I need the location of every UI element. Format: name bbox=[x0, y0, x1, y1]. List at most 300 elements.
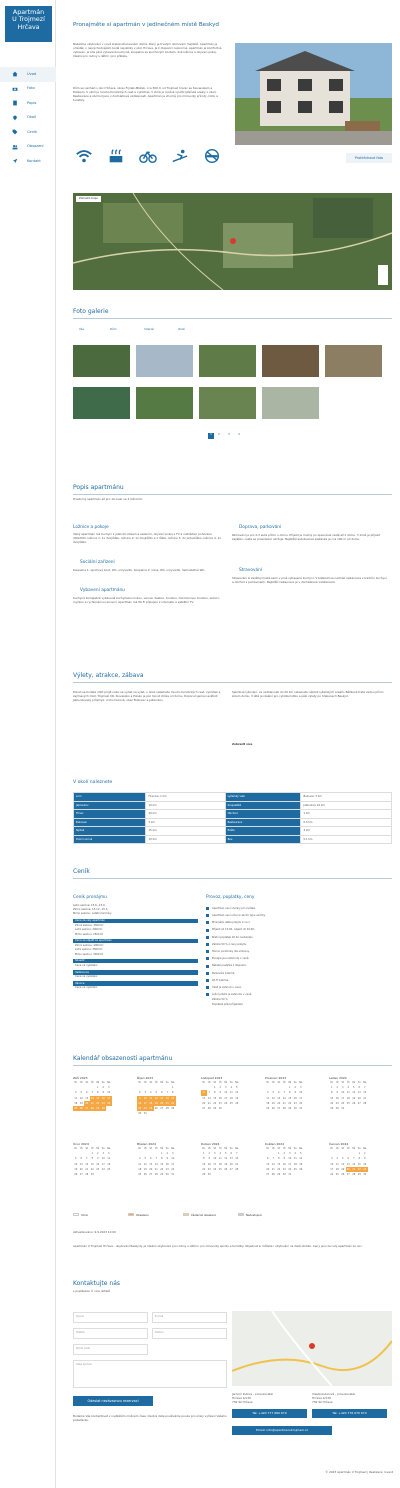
filter-surroundings[interactable]: Okolí bbox=[178, 327, 185, 331]
calendar-day[interactable]: 11 bbox=[74, 1096, 78, 1100]
calendar-day[interactable]: 9 bbox=[294, 1091, 297, 1095]
calendar-day[interactable]: 22 bbox=[330, 1101, 334, 1105]
calendar-day[interactable]: 30 bbox=[207, 1172, 211, 1176]
calendar-day[interactable]: 29 bbox=[277, 1172, 281, 1176]
calendar-day[interactable]: 9 bbox=[166, 1157, 169, 1161]
calendar-day[interactable]: 28 bbox=[165, 1106, 169, 1110]
filter-house[interactable]: Dům bbox=[110, 327, 117, 331]
calendar-day[interactable]: 11 bbox=[346, 1091, 350, 1095]
calendar-day[interactable]: 16 bbox=[293, 1096, 297, 1100]
view-photos-button[interactable] bbox=[346, 153, 392, 163]
calendar-day[interactable]: 31 bbox=[341, 1106, 345, 1110]
calendar-day[interactable]: 30 bbox=[218, 1106, 222, 1110]
calendar-day[interactable]: 5 bbox=[74, 1157, 77, 1161]
calendar-day[interactable]: 21 bbox=[90, 1101, 94, 1105]
calendar-day[interactable]: 9 bbox=[283, 1157, 286, 1161]
gallery-thumb[interactable] bbox=[136, 345, 193, 377]
calendar-day[interactable]: 26 bbox=[352, 1101, 356, 1105]
calendar-day[interactable]: 9 bbox=[336, 1091, 339, 1095]
calendar-day[interactable]: 10 bbox=[143, 1096, 147, 1100]
calendar-day[interactable]: 9 bbox=[96, 1157, 99, 1161]
calendar-day[interactable]: 24 bbox=[330, 1172, 334, 1176]
calendar-day[interactable]: 2 bbox=[166, 1152, 169, 1156]
calendar-day[interactable]: 6 bbox=[358, 1086, 361, 1090]
calendar-day[interactable]: 5 bbox=[224, 1152, 227, 1156]
calendar-day[interactable]: 11 bbox=[138, 1162, 142, 1166]
calendar-day[interactable]: 7 bbox=[166, 1091, 169, 1095]
calendar-day[interactable]: 19 bbox=[341, 1167, 345, 1171]
calendar-day[interactable]: 13 bbox=[346, 1162, 350, 1166]
calendar-day[interactable]: 28 bbox=[363, 1101, 367, 1105]
calendar-day[interactable]: 30 bbox=[165, 1172, 169, 1176]
calendar-day[interactable]: 29 bbox=[96, 1106, 100, 1110]
calendar-day[interactable]: 10 bbox=[330, 1162, 334, 1166]
calendar-day[interactable]: 29 bbox=[90, 1172, 94, 1176]
calendar-day[interactable]: 6 bbox=[230, 1152, 233, 1156]
calendar-day[interactable]: 19 bbox=[79, 1101, 83, 1105]
calendar-day[interactable]: 26 bbox=[299, 1167, 303, 1171]
calendar-day[interactable]: 24 bbox=[288, 1167, 292, 1171]
calendar-day[interactable]: 20 bbox=[229, 1162, 233, 1166]
calendar-day[interactable]: 12 bbox=[271, 1096, 275, 1100]
calendar-day[interactable]: 29 bbox=[171, 1106, 175, 1110]
trips-more-link[interactable]: Zobrazit více bbox=[232, 742, 253, 746]
calendar-day[interactable]: 23 bbox=[282, 1167, 286, 1171]
calendar-day[interactable]: 14 bbox=[352, 1162, 356, 1166]
calendar-day[interactable]: 14 bbox=[165, 1096, 169, 1100]
nav-item-obsazeni[interactable] bbox=[0, 140, 56, 155]
filter-all[interactable]: Vše bbox=[79, 327, 85, 331]
calendar-day[interactable]: 8 bbox=[330, 1091, 333, 1095]
calendar-day[interactable]: 11 bbox=[293, 1157, 297, 1161]
calendar-day[interactable]: 31 bbox=[171, 1172, 175, 1176]
calendar-day[interactable]: 23 bbox=[363, 1167, 367, 1171]
calendar-day[interactable]: 30 bbox=[138, 1112, 142, 1116]
calendar-day[interactable]: 27 bbox=[346, 1172, 350, 1176]
calendar-day[interactable]: 20 bbox=[149, 1167, 153, 1171]
calendar-day[interactable]: 25 bbox=[74, 1106, 78, 1110]
calendar-day[interactable]: 2 bbox=[138, 1091, 141, 1095]
calendar-day[interactable]: 11 bbox=[335, 1162, 339, 1166]
gallery-thumb[interactable] bbox=[136, 387, 193, 419]
calendar-day[interactable]: 24 bbox=[101, 1167, 105, 1171]
calendar-day[interactable]: 28 bbox=[207, 1106, 211, 1110]
calendar-day[interactable]: 15 bbox=[288, 1096, 292, 1100]
calendar-day[interactable]: 23 bbox=[335, 1101, 339, 1105]
calendar-day[interactable]: 18 bbox=[266, 1101, 270, 1105]
calendar-day[interactable]: 12 bbox=[352, 1091, 356, 1095]
calendar-day[interactable]: 13 bbox=[149, 1162, 153, 1166]
calendar-day[interactable]: 18 bbox=[138, 1167, 142, 1171]
calendar-day[interactable]: 31 bbox=[143, 1112, 147, 1116]
calendar-day[interactable]: 2 bbox=[102, 1086, 105, 1090]
calendar-day[interactable]: 12 bbox=[235, 1091, 239, 1095]
calendar-day[interactable]: 13 bbox=[160, 1096, 164, 1100]
calendar-day[interactable]: 30 bbox=[101, 1106, 105, 1110]
gallery-thumb[interactable] bbox=[199, 345, 256, 377]
calendar-day[interactable]: 9 bbox=[219, 1091, 222, 1095]
calendar-day[interactable]: 16 bbox=[165, 1162, 169, 1166]
calendar-day[interactable]: 10 bbox=[171, 1157, 175, 1161]
calendar-day[interactable]: 10 bbox=[224, 1091, 228, 1095]
calendar-day[interactable]: 10 bbox=[107, 1091, 111, 1095]
calendar-day[interactable]: 17 bbox=[288, 1162, 292, 1166]
calendar-day[interactable]: 13 bbox=[202, 1096, 206, 1100]
gallery-thumb[interactable] bbox=[73, 387, 130, 419]
calendar-day[interactable]: 6 bbox=[266, 1157, 269, 1161]
calendar-day[interactable]: 3 bbox=[144, 1091, 147, 1095]
calendar-day[interactable]: 3 bbox=[102, 1152, 105, 1156]
calendar-day[interactable]: 26 bbox=[143, 1172, 147, 1176]
calendar-day[interactable]: 22 bbox=[96, 1101, 100, 1105]
calendar-day[interactable]: 5 bbox=[272, 1091, 275, 1095]
calendar-day[interactable]: 21 bbox=[235, 1162, 239, 1166]
calendar-day[interactable]: 8 bbox=[91, 1157, 94, 1161]
calendar-day[interactable]: 4 bbox=[149, 1091, 152, 1095]
calendar-day[interactable]: 12 bbox=[154, 1096, 158, 1100]
calendar-day[interactable]: 16 bbox=[101, 1096, 105, 1100]
email-input[interactable]: E-mail bbox=[152, 1312, 227, 1323]
calendar-day[interactable]: 12 bbox=[299, 1157, 303, 1161]
calendar-day[interactable]: 17 bbox=[101, 1162, 105, 1166]
calendar-day[interactable]: 15 bbox=[277, 1162, 281, 1166]
calendar-day[interactable]: 7 bbox=[155, 1157, 158, 1161]
calendar-day[interactable]: 8 bbox=[96, 1091, 99, 1095]
calendar-day[interactable]: 9 bbox=[102, 1091, 105, 1095]
nav-item-popis[interactable] bbox=[0, 96, 56, 111]
calendar-day[interactable]: 27 bbox=[266, 1172, 270, 1176]
calendar-day[interactable]: 28 bbox=[90, 1106, 94, 1110]
calendar-day[interactable]: 1 bbox=[213, 1086, 216, 1090]
calendar-day[interactable]: 17 bbox=[224, 1096, 228, 1100]
calendar-day[interactable]: 3 bbox=[224, 1086, 227, 1090]
calendar-day[interactable]: 3 bbox=[288, 1152, 291, 1156]
calendar-day[interactable]: 8 bbox=[288, 1091, 291, 1095]
page-3[interactable]: 3 bbox=[228, 432, 230, 436]
calendar-day[interactable]: 26 bbox=[341, 1172, 345, 1176]
calendar-day[interactable]: 18 bbox=[335, 1167, 339, 1171]
calendar-day[interactable]: 3 bbox=[107, 1086, 110, 1090]
calendar-day[interactable]: 27 bbox=[202, 1106, 206, 1110]
calendar-day[interactable]: 20 bbox=[160, 1101, 164, 1105]
calendar-day[interactable]: 15 bbox=[357, 1162, 361, 1166]
calendar-day[interactable]: 19 bbox=[235, 1096, 239, 1100]
gallery-thumb[interactable] bbox=[73, 345, 130, 377]
calendar-day[interactable]: 15 bbox=[96, 1096, 100, 1100]
calendar-day[interactable]: 3 bbox=[341, 1086, 344, 1090]
calendar-day[interactable]: 4 bbox=[294, 1152, 297, 1156]
calendar-day[interactable]: 14 bbox=[363, 1091, 367, 1095]
calendar-day[interactable]: 1 bbox=[358, 1152, 361, 1156]
calendar-day[interactable]: 21 bbox=[363, 1096, 367, 1100]
calendar-day[interactable]: 23 bbox=[218, 1101, 222, 1105]
calendar-day[interactable]: 19 bbox=[299, 1162, 303, 1166]
calendar-day[interactable]: 21 bbox=[352, 1167, 356, 1171]
calendar-day[interactable]: 18 bbox=[346, 1096, 350, 1100]
calendar-day[interactable]: 1 bbox=[330, 1086, 333, 1090]
calendar-day[interactable]: 24 bbox=[107, 1101, 111, 1105]
nav-item-kontakt[interactable] bbox=[0, 154, 56, 169]
calendar-day[interactable]: 4 bbox=[266, 1091, 269, 1095]
calendar-day[interactable]: 17 bbox=[330, 1167, 334, 1171]
calendar-day[interactable]: 17 bbox=[143, 1101, 147, 1105]
nav-item-okoli[interactable] bbox=[0, 111, 56, 126]
calendar-day[interactable]: 23 bbox=[96, 1167, 100, 1171]
calendar-day[interactable]: 28 bbox=[85, 1172, 89, 1176]
name-input[interactable]: Jméno bbox=[73, 1312, 148, 1323]
calendar-day[interactable]: 2 bbox=[363, 1152, 366, 1156]
calendar-day[interactable]: 8 bbox=[358, 1157, 361, 1161]
calendar-day[interactable]: 7 bbox=[85, 1157, 88, 1161]
date-input[interactable]: Datum bbox=[152, 1328, 227, 1339]
calendar-day[interactable]: 29 bbox=[357, 1172, 361, 1176]
calendar-day[interactable]: 14 bbox=[282, 1096, 286, 1100]
calendar-day[interactable]: 4 bbox=[219, 1152, 222, 1156]
calendar-day[interactable]: 1 bbox=[288, 1086, 291, 1090]
calendar-day[interactable]: 21 bbox=[207, 1101, 211, 1105]
calendar-day[interactable]: 9 bbox=[138, 1096, 141, 1100]
calendar-day[interactable]: 22 bbox=[90, 1167, 94, 1171]
calendar-day[interactable]: 11 bbox=[218, 1157, 222, 1161]
calendar-day[interactable]: 4 bbox=[336, 1157, 339, 1161]
calendar-day[interactable]: 24 bbox=[213, 1167, 217, 1171]
calendar-day[interactable]: 27 bbox=[277, 1106, 281, 1110]
calendar-day[interactable]: 7 bbox=[235, 1152, 238, 1156]
calendar-day[interactable]: 7 bbox=[352, 1157, 355, 1161]
calendar-day[interactable]: 20 bbox=[85, 1101, 89, 1105]
page-2[interactable]: 2 bbox=[218, 432, 220, 436]
calendar-day[interactable]: 8 bbox=[171, 1091, 174, 1095]
calendar-day[interactable]: 22 bbox=[160, 1167, 164, 1171]
calendar-day[interactable]: 16 bbox=[207, 1162, 211, 1166]
calendar-day[interactable]: 1 bbox=[160, 1152, 163, 1156]
calendar-day[interactable]: 29 bbox=[202, 1172, 206, 1176]
calendar-day[interactable]: 22 bbox=[213, 1101, 217, 1105]
calendar-day[interactable]: 16 bbox=[138, 1101, 142, 1105]
calendar-day[interactable]: 12 bbox=[143, 1162, 147, 1166]
calendar-day[interactable]: 6 bbox=[85, 1091, 88, 1095]
calendar-day[interactable]: 8 bbox=[213, 1091, 216, 1095]
calendar-day[interactable]: 12 bbox=[341, 1162, 345, 1166]
calendar-day[interactable]: 26 bbox=[79, 1106, 83, 1110]
calendar-day[interactable]: 27 bbox=[149, 1172, 153, 1176]
calendar-day[interactable]: 21 bbox=[282, 1101, 286, 1105]
calendar-day[interactable]: 3 bbox=[213, 1152, 216, 1156]
site-logo[interactable] bbox=[5, 6, 52, 42]
calendar-day[interactable]: 8 bbox=[277, 1157, 280, 1161]
calendar-day[interactable]: 13 bbox=[277, 1096, 281, 1100]
calendar-day[interactable]: 16 bbox=[335, 1096, 339, 1100]
email-button[interactable]: Email: info@apartmanutrojmezi.cz bbox=[232, 1426, 332, 1435]
calendar-day[interactable]: 21 bbox=[271, 1167, 275, 1171]
calendar-day[interactable]: 25 bbox=[229, 1101, 233, 1105]
calendar-day[interactable]: 25 bbox=[293, 1167, 297, 1171]
calendar-day[interactable]: 25 bbox=[138, 1172, 142, 1176]
calendar-day[interactable]: 23 bbox=[207, 1167, 211, 1171]
calendar-day[interactable]: 4 bbox=[347, 1086, 350, 1090]
calendar-day[interactable]: 30 bbox=[282, 1172, 286, 1176]
calendar-day[interactable]: 30 bbox=[335, 1106, 339, 1110]
house-photo[interactable] bbox=[235, 43, 392, 145]
calendar-day[interactable]: 22 bbox=[357, 1167, 361, 1171]
calendar-day[interactable]: 17 bbox=[107, 1096, 111, 1100]
calendar-day[interactable]: 6 bbox=[277, 1091, 280, 1095]
calendar-day[interactable]: 6 bbox=[80, 1157, 83, 1161]
calendar-day[interactable]: 19 bbox=[154, 1101, 158, 1105]
calendar-day[interactable]: 28 bbox=[235, 1167, 239, 1171]
calendar-day[interactable]: 24 bbox=[224, 1101, 228, 1105]
nav-item-foto[interactable] bbox=[0, 82, 56, 97]
calendar-day[interactable]: 5 bbox=[299, 1152, 302, 1156]
calendar-day[interactable]: 14 bbox=[85, 1162, 89, 1166]
calendar-day[interactable]: 17 bbox=[341, 1096, 345, 1100]
calendar-day[interactable]: 24 bbox=[341, 1101, 345, 1105]
calendar-day[interactable]: 9 bbox=[208, 1157, 211, 1161]
calendar-day[interactable]: 20 bbox=[346, 1167, 350, 1171]
calendar-day[interactable]: 20 bbox=[277, 1101, 281, 1105]
calendar-day[interactable]: 11 bbox=[266, 1096, 270, 1100]
calendar-day[interactable]: 22 bbox=[171, 1101, 175, 1105]
calendar-day[interactable]: 15 bbox=[171, 1096, 175, 1100]
calendar-day[interactable]: 19 bbox=[271, 1101, 275, 1105]
calendar-day[interactable]: 25 bbox=[218, 1167, 222, 1171]
calendar-day[interactable]: 2 bbox=[336, 1086, 339, 1090]
calendar-day[interactable]: 27 bbox=[357, 1101, 361, 1105]
calendar-day[interactable]: 27 bbox=[79, 1172, 83, 1176]
calendar-day[interactable]: 13 bbox=[266, 1162, 270, 1166]
calendar-day[interactable]: 20 bbox=[202, 1101, 206, 1105]
calendar-day[interactable]: 29 bbox=[288, 1106, 292, 1110]
calendar-day[interactable]: 2 bbox=[294, 1086, 297, 1090]
calendar-day[interactable]: 2 bbox=[283, 1152, 286, 1156]
calendar-day[interactable]: 10 bbox=[101, 1157, 105, 1161]
calendar-day[interactable]: 4 bbox=[138, 1157, 141, 1161]
calendar-day[interactable]: 5 bbox=[80, 1091, 83, 1095]
calendar-day[interactable]: 16 bbox=[96, 1162, 100, 1166]
calendar-day[interactable]: 18 bbox=[229, 1096, 233, 1100]
calendar-day[interactable]: 29 bbox=[160, 1172, 164, 1176]
calendar-day[interactable]: 22 bbox=[288, 1101, 292, 1105]
calendar-day[interactable]: 28 bbox=[154, 1172, 158, 1176]
calendar-day[interactable]: 4 bbox=[74, 1091, 77, 1095]
calendar-day[interactable]: 19 bbox=[224, 1162, 228, 1166]
nav-item-cenik[interactable] bbox=[0, 125, 56, 140]
calendar-day[interactable]: 19 bbox=[352, 1096, 356, 1100]
filter-interior[interactable]: Interiér bbox=[144, 327, 155, 331]
calendar-day[interactable]: 5 bbox=[352, 1086, 355, 1090]
calendar-day[interactable]: 27 bbox=[229, 1167, 233, 1171]
calendar-day[interactable]: 4 bbox=[107, 1152, 110, 1156]
calendar-day[interactable]: 20 bbox=[79, 1167, 83, 1171]
calendar-day[interactable]: 24 bbox=[171, 1167, 175, 1171]
calendar-day[interactable]: 26 bbox=[154, 1106, 158, 1110]
page-4[interactable]: 4 bbox=[238, 432, 240, 436]
calendar-day[interactable]: 27 bbox=[160, 1106, 164, 1110]
location-map[interactable] bbox=[73, 193, 392, 290]
calendar-day[interactable]: 31 bbox=[288, 1172, 292, 1176]
calendar-day[interactable]: 12 bbox=[74, 1162, 78, 1166]
calendar-day[interactable]: 15 bbox=[90, 1162, 94, 1166]
calendar-day[interactable]: 7 bbox=[363, 1086, 366, 1090]
calendar-day[interactable]: 8 bbox=[160, 1157, 163, 1161]
gallery-thumb[interactable] bbox=[262, 387, 319, 419]
calendar-day[interactable]: 6 bbox=[149, 1157, 152, 1161]
calendar-day[interactable]: 11 bbox=[229, 1091, 233, 1095]
calendar-day[interactable]: 25 bbox=[149, 1106, 153, 1110]
calendar-day[interactable]: 5 bbox=[155, 1091, 158, 1095]
calendar-day[interactable]: 16 bbox=[363, 1162, 367, 1166]
calendar-day[interactable]: 22 bbox=[277, 1167, 281, 1171]
calendar-day[interactable]: 6 bbox=[202, 1091, 205, 1095]
calendar-day[interactable]: 7 bbox=[91, 1091, 94, 1095]
calendar-day[interactable]: 23 bbox=[101, 1101, 105, 1105]
calendar-day[interactable]: 18 bbox=[149, 1101, 153, 1105]
calendar-day[interactable]: 29 bbox=[213, 1106, 217, 1110]
calendar-day[interactable]: 26 bbox=[224, 1167, 228, 1171]
gallery-thumb[interactable] bbox=[325, 345, 382, 377]
map-label[interactable]: Zobrazit mapu bbox=[76, 196, 101, 202]
calendar-day[interactable]: 23 bbox=[293, 1101, 297, 1105]
calendar-day[interactable]: 26 bbox=[74, 1172, 78, 1176]
calendar-day[interactable]: 6 bbox=[160, 1091, 163, 1095]
calendar-day[interactable]: 26 bbox=[235, 1101, 239, 1105]
calendar-day[interactable]: 3 bbox=[171, 1152, 174, 1156]
calendar-day[interactable]: 7 bbox=[272, 1157, 275, 1161]
calendar-day[interactable]: 2 bbox=[208, 1152, 211, 1156]
calendar-day[interactable]: 2 bbox=[219, 1086, 222, 1090]
calendar-day[interactable]: 14 bbox=[154, 1162, 158, 1166]
calendar-day[interactable]: 18 bbox=[74, 1101, 78, 1105]
calendar-day[interactable]: 10 bbox=[299, 1091, 303, 1095]
calendar-day[interactable]: 16 bbox=[282, 1162, 286, 1166]
phone-input[interactable]: Telefon bbox=[73, 1328, 148, 1339]
calendar-day[interactable]: 8 bbox=[202, 1157, 205, 1161]
calendar-day[interactable]: 26 bbox=[271, 1106, 275, 1110]
calendar-day[interactable]: 25 bbox=[335, 1172, 339, 1176]
calendar-day[interactable]: 23 bbox=[165, 1167, 169, 1171]
gallery-thumb[interactable] bbox=[262, 345, 319, 377]
calendar-day[interactable]: 1 bbox=[96, 1086, 99, 1090]
calendar-day[interactable]: 18 bbox=[293, 1162, 297, 1166]
calendar-day[interactable]: 20 bbox=[266, 1167, 270, 1171]
calendar-day[interactable]: 25 bbox=[266, 1106, 270, 1110]
calendar-day[interactable]: 15 bbox=[213, 1096, 217, 1100]
calendar-day[interactable]: 12 bbox=[79, 1096, 83, 1100]
phone-button-1[interactable]: Tel: +420 777 660 670 bbox=[232, 1409, 307, 1418]
calendar-day[interactable]: 10 bbox=[213, 1157, 217, 1161]
calendar-day[interactable]: 14 bbox=[235, 1157, 239, 1161]
calendar-day[interactable]: 13 bbox=[229, 1157, 233, 1161]
calendar-day[interactable]: 13 bbox=[79, 1162, 83, 1166]
calendar-day[interactable]: 1 bbox=[91, 1152, 94, 1156]
calendar-day[interactable]: 17 bbox=[299, 1096, 303, 1100]
message-textarea[interactable]: Vaše zpráva bbox=[73, 1360, 227, 1388]
count-input[interactable]: Počet osob bbox=[73, 1344, 148, 1355]
calendar-day[interactable]: 15 bbox=[160, 1162, 164, 1166]
calendar-day[interactable]: 12 bbox=[224, 1157, 228, 1161]
calendar-day[interactable]: 28 bbox=[271, 1172, 275, 1176]
calendar-day[interactable]: 4 bbox=[230, 1086, 233, 1090]
calendar-day[interactable]: 20 bbox=[357, 1096, 361, 1100]
calendar-day[interactable]: 17 bbox=[213, 1162, 217, 1166]
calendar-day[interactable]: 14 bbox=[271, 1162, 275, 1166]
calendar-day[interactable]: 7 bbox=[283, 1091, 286, 1095]
calendar-day[interactable]: 24 bbox=[143, 1106, 147, 1110]
phone-button-2[interactable]: Tel: +420 776 670 674 bbox=[312, 1409, 387, 1418]
calendar-day[interactable]: 16 bbox=[218, 1096, 222, 1100]
calendar-day[interactable]: 17 bbox=[171, 1162, 175, 1166]
calendar-day[interactable]: 18 bbox=[107, 1162, 111, 1166]
